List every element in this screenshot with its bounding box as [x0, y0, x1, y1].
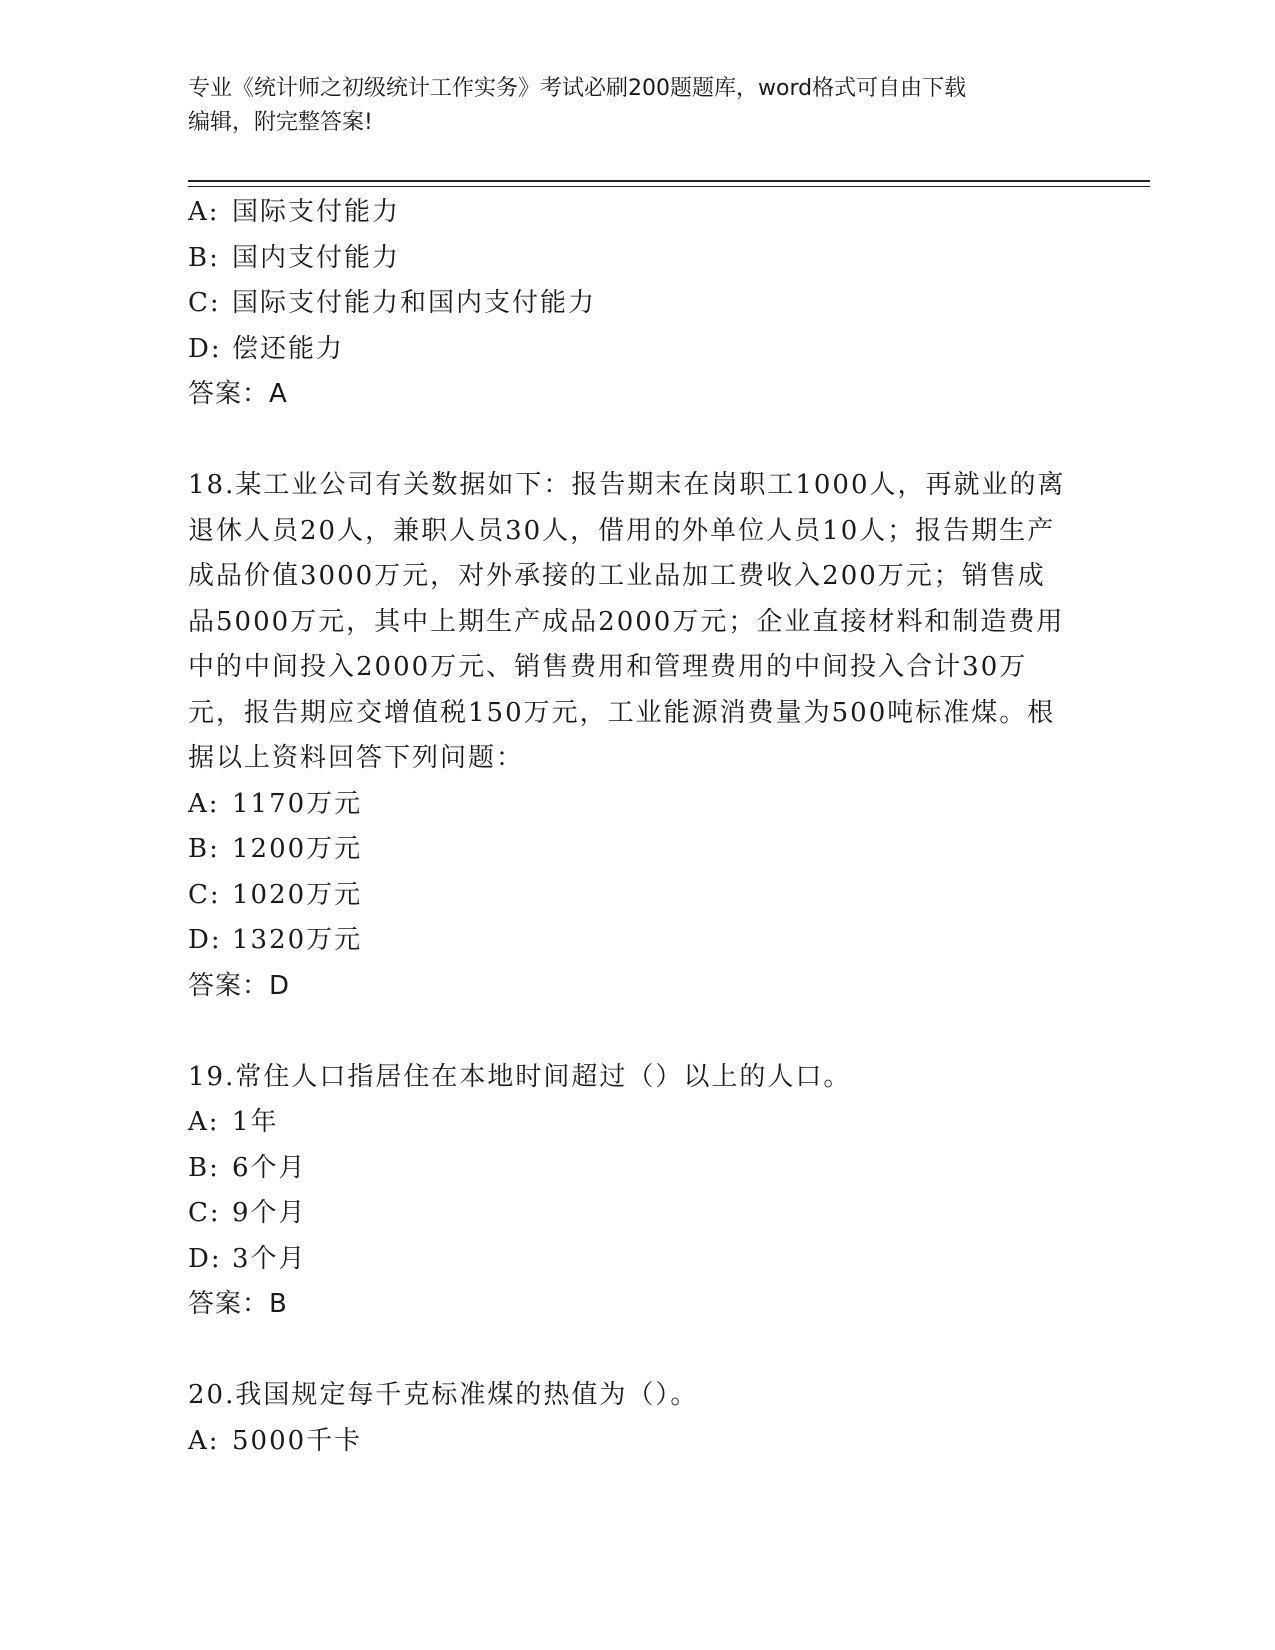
- option-b: B: 6个月: [188, 1152, 307, 1183]
- header-divider-thick: [188, 180, 1150, 182]
- header-divider-thin: [188, 186, 1150, 187]
- option-a: A: 国际支付能力: [188, 197, 401, 227]
- option-a: A: 5000千卡: [188, 1425, 363, 1456]
- option-c: C: 1020万元: [188, 879, 363, 910]
- question-block-20: [188, 1373, 1088, 1464]
- option-a: A: 1170万元: [188, 788, 363, 819]
- question-block-19: [188, 1055, 1088, 1328]
- option-d: D: 1320万元: [188, 925, 363, 955]
- question-block-18: [188, 463, 1088, 1009]
- option-c: C: 9个月: [188, 1198, 307, 1228]
- answer-line: 答案：A: [188, 379, 288, 409]
- question-text: 19.常住人口指居住在本地时间超过（）以上的人口。: [188, 1061, 852, 1092]
- question-block-17: [188, 190, 1088, 418]
- question-list: [188, 190, 1088, 1464]
- answer-line: 答案：D: [188, 970, 291, 1001]
- question-text: 18.某工业公司有关数据如下：报告期末在岗职工1000人，再就业的离退休人员20人，兼职人员30人，借用的外单位人员10人；报告期生产成品价值3000万元，对外承接的工业品加工费收入200万元；销售成品5000万元，其中上期生产成品2000万元；企业直接材料和制造费用中的中间投入2000万元、销售费用和管理费用的中间投入合计30万元，报告期应交增值税150万元，工业能源消费量为500吨标准煤。根据以上资料回答下列问题：: [188, 470, 1066, 773]
- answer-line: 答案：B: [188, 1289, 288, 1319]
- option-d: D: 偿还能力: [188, 333, 345, 364]
- option-d: D: 3个月: [188, 1243, 307, 1274]
- option-c: C: 国际支付能力和国内支付能力: [188, 288, 597, 318]
- option-a: A: 1年: [188, 1107, 279, 1137]
- question-text: 20.我国规定每千克标准煤的热值为（）。: [188, 1380, 699, 1410]
- header-line-2: 编辑，附完整答案!: [188, 110, 373, 135]
- option-b: B: 国内支付能力: [188, 242, 401, 273]
- option-b: B: 1200万元: [188, 834, 363, 864]
- document-header: [188, 72, 1068, 140]
- header-line-1: 专业《统计师之初级统计工作实务》考试必刷200题题库，word格式可自由下载: [188, 76, 967, 101]
